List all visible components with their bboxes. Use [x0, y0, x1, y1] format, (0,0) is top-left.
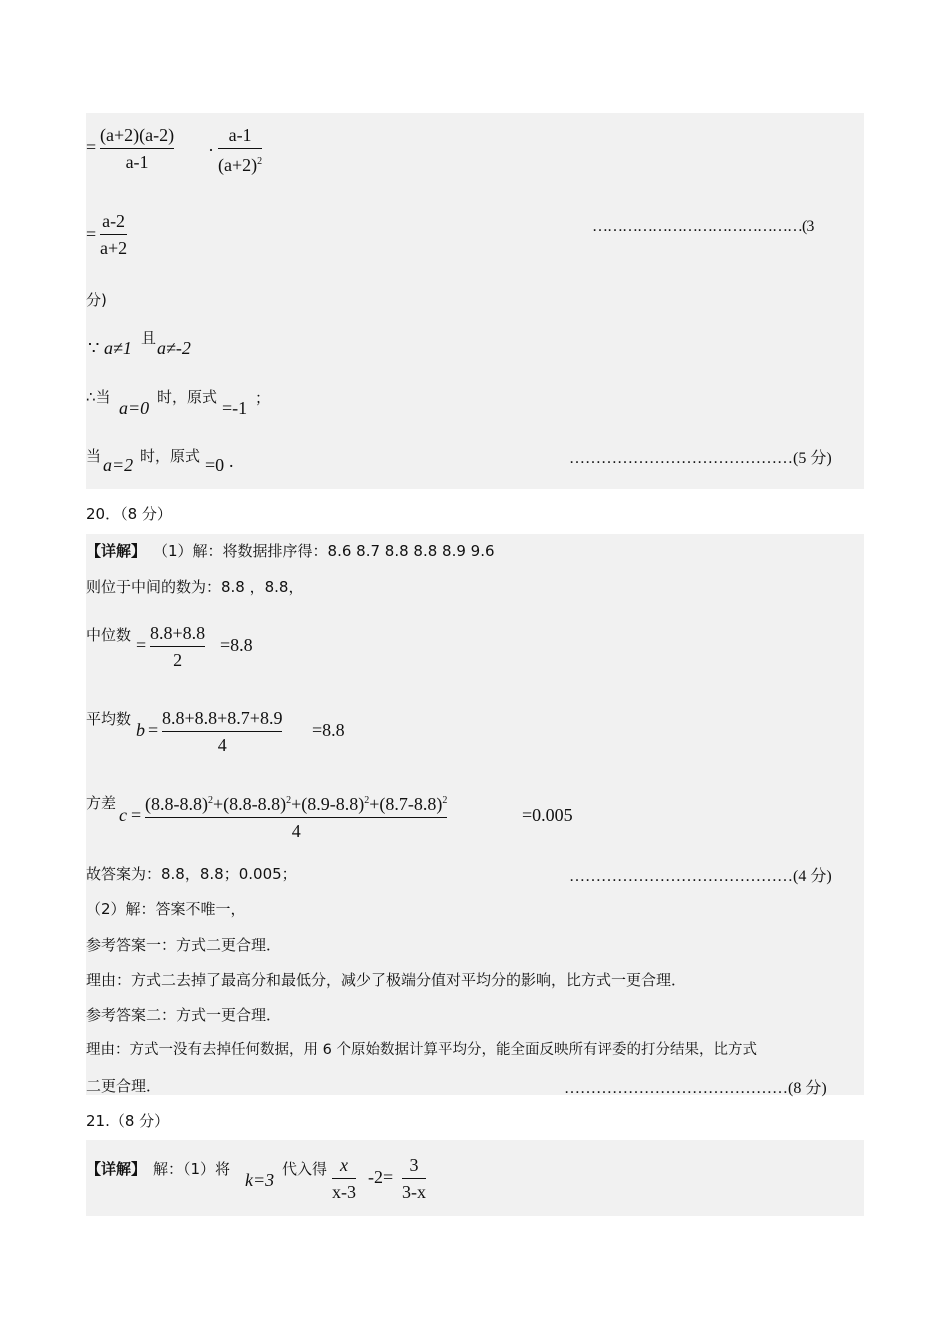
k-equals-3: k=3 [245, 1170, 275, 1190]
condition-2: a≠-2 [157, 338, 191, 358]
median-fraction [150, 622, 205, 671]
fraction-3-denominator: a+2 [100, 238, 128, 258]
reason-1: 理由：方式二去掉了最高分和最低分，减少了极端分值对平均分的影响，比方式一更合理． [86, 971, 687, 989]
a-equals-2: a=2 [103, 455, 134, 475]
right-fraction [402, 1154, 426, 1203]
when-text: 当 [86, 447, 102, 465]
variance-numerator: $(8.8-8.8)^2+(8.8-8.8)^2+(8.9-8.8)^2+(8.7-8.8)^2$ [145, 794, 448, 814]
left-denominator: x-3 [332, 1182, 356, 1202]
mean-numerator: 8.8+8.8+8.7+8.9 [162, 708, 283, 728]
answer-line: 故答案为：8.8，8.8；0.005； [86, 865, 297, 883]
variance-value: =0.005 [522, 805, 573, 825]
question-21-heading: 21.（8 分） [86, 1112, 170, 1130]
fraction-3-numerator: a-2 [102, 211, 126, 231]
reason-2-line-1: 理由：方式一没有去掉任何数据，用 6 个原始数据计算平均分，能全面反映所有评委的打分结果，比方式 [86, 1042, 757, 1058]
minus-two-equals: -2= [368, 1167, 394, 1187]
median-denominator: 2 [173, 650, 183, 670]
detail-label-21: 【详解】 [86, 1160, 147, 1178]
score-marker-5: ……………………………………(5 分) [569, 450, 832, 467]
fraction-2-denominator: (a+2) [218, 155, 258, 175]
variance-denominator: 4 [291, 821, 301, 841]
detail-label: 【详解】 [86, 542, 147, 560]
solve-intro: 解：（1）将 [153, 1160, 231, 1178]
mean-variable: b [136, 720, 145, 740]
mean-value: =8.8 [312, 720, 345, 740]
a-equals-0: a=0 [119, 398, 150, 418]
score-marker-3-tail: 分) [86, 291, 107, 309]
score-marker-8: ……………………………………(8 分) [564, 1080, 827, 1097]
median-numerator: 8.8+8.8 [150, 623, 206, 643]
solution-panel-19 [86, 113, 864, 489]
left-numerator: x [340, 1155, 348, 1175]
fraction-2-numerator: a-1 [228, 125, 252, 145]
equals-sign-2: = [86, 224, 97, 244]
condition-1: a≠1 [104, 338, 132, 358]
middle-values-line: 则位于中间的数为：8.8 ，8.8， [86, 578, 304, 596]
median-value: =8.8 [220, 635, 253, 655]
variance-fraction [145, 790, 447, 842]
value-1: =-1 [222, 398, 248, 418]
equals-sign: = [86, 137, 97, 157]
fraction-1-numerator: (a+2)(a-2) [100, 125, 175, 145]
variance-equals: = [131, 805, 142, 825]
substitute-text: 代入得 [282, 1160, 328, 1178]
right-numerator: 3 [409, 1155, 419, 1175]
value-2: =0 [205, 455, 225, 475]
variance-label: 方差 [86, 794, 117, 812]
fraction-1 [100, 124, 174, 173]
mean-label: 平均数 [86, 710, 132, 728]
reference-answer-1: 参考答案一：方式二更合理． [86, 936, 282, 954]
sorted-data-line: （1）解：将数据排序得：8.6 8.7 8.8 8.8 8.9 9.6 [153, 542, 495, 560]
score-marker-3: ……………………………………(3 [592, 218, 814, 235]
period: . [229, 451, 234, 471]
fraction-2-exponent: 2 [257, 156, 263, 167]
fraction-3 [100, 210, 127, 259]
question-20-heading: 20．（8 分） [86, 505, 172, 523]
reason-2-line-2: 二更合理． [86, 1077, 162, 1095]
fraction-2 [218, 124, 262, 176]
right-denominator: 3-x [402, 1182, 426, 1202]
fraction-1-denominator: a-1 [125, 152, 149, 172]
therefore-when: ∴当 [86, 388, 111, 406]
median-label: 中位数 [86, 626, 132, 644]
multiply-dot: · [208, 140, 214, 160]
variance-variable: c [119, 805, 127, 825]
semicolon: ； [255, 389, 271, 407]
because-symbol: ∵ [88, 338, 100, 358]
score-marker-4: ……………………………………(4 分) [569, 868, 832, 885]
and-text: 且 [141, 329, 157, 347]
left-fraction [332, 1154, 356, 1203]
when-original-2: 时，原式 [140, 447, 201, 465]
median-equals: = [136, 635, 147, 655]
mean-equals: = [148, 720, 159, 740]
when-original-1: 时，原式 [157, 388, 218, 406]
mean-denominator: 4 [217, 735, 227, 755]
mean-fraction [162, 707, 282, 756]
reference-answer-2: 参考答案二：方式一更合理． [86, 1006, 282, 1024]
part-2-line: （2）解：答案不唯一， [86, 900, 246, 918]
